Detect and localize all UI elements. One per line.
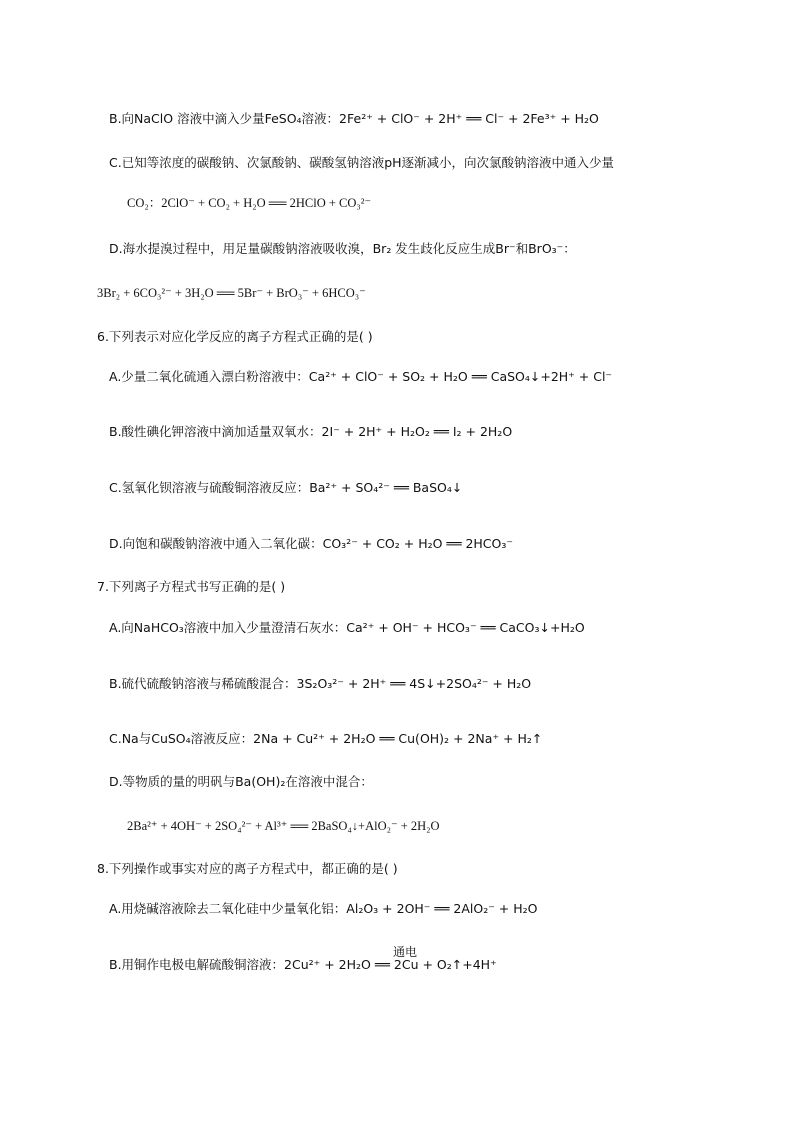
option-d-q5-line1: D.海水提溴过程中，用足量碳酸钠溶液吸收溴，Br₂ 发生歧化反应生成Br⁻和BrO₃⁻： — [109, 241, 576, 256]
option-a-q6: A.少量二氧化硫通入漂白粉溶液中：Ca²⁺ + ClO⁻ + SO₂ + H₂O ══ CaSO₄↓+2H⁺ + Cl⁻ — [109, 369, 613, 384]
option-a-q7: A.向NaHCO₃溶液中加入少量澄清石灰水：Ca²⁺ + OH⁻ + HCO₃⁻ ══ CaCO₃↓+H₂O — [109, 620, 585, 635]
option-a-q8: A.用烧碱溶液除去二氧化硅中少量氧化铝：Al₂O₃ + 2OH⁻ ══ 2AlO₂⁻ + H₂O — [109, 901, 538, 916]
option-d-q5-line2: 3Br₂ + 6CO₃²⁻ + 3H₂O ══ 5Br⁻ + BrO₃⁻ + 6HCO₃⁻ — [97, 286, 366, 300]
question-8: 8.下列操作或事实对应的离子方程式中，都正确的是( ) — [97, 861, 398, 876]
option-d-q6: D.向饱和碳酸钠溶液中通入二氧化碳：CO₃²⁻ + CO₂ + H₂O ══ 2HCO₃⁻ — [109, 536, 513, 551]
option-c-q6: C.氢氧化钡溶液与硫酸铜溶液反应：Ba²⁺ + SO₄²⁻ ══ BaSO₄↓ — [109, 480, 463, 495]
option-c-q7: C.Na与CuSO₄溶液反应：2Na + Cu²⁺ + 2H₂O ══ Cu(OH)₂ + 2Na⁺ + H₂↑ — [109, 731, 543, 746]
option-c-q5-line1: C.已知等浓度的碳酸钠、次氯酸钠、碳酸氢钠溶液pH逐渐减小，向次氯酸钠溶液中通入少量 — [109, 155, 615, 170]
option-b-q6: B.酸性碘化钾溶液中滴加适量双氧水：2I⁻ + 2H⁺ + H₂O₂ ══ I₂ + 2H₂O — [109, 424, 513, 439]
option-d-q7-line1: D.等物质的量的明矾与Ba(OH)₂在溶液中混合： — [109, 774, 373, 789]
option-c-q5-line2: CO₂：2ClO⁻ + CO₂ + H₂O ══ 2HClO + CO₃²⁻ — [127, 196, 372, 210]
option-d-q7-line2: 2Ba²⁺ + 4OH⁻ + 2SO₄²⁻ + Al³⁺ ══ 2BaSO₄↓+AlO₂⁻ + 2H₂O — [127, 819, 440, 833]
option-b-q7: B.硫代硫酸钠溶液与稀硫酸混合：3S₂O₃²⁻ + 2H⁺ ══ 4S↓+2SO₄²⁻ + H₂O — [109, 676, 532, 691]
reaction-condition-label: 通电 — [393, 945, 418, 959]
question-7: 7.下列离子方程式书写正确的是( ) — [97, 579, 286, 594]
option-b-q8: B.用铜作电极电解硫酸铜溶液：2Cu²⁺ + 2H₂O ══ 2Cu + O₂↑+4H⁺ — [109, 957, 497, 972]
question-6: 6.下列表示对应化学反应的离子方程式正确的是( ) — [97, 329, 373, 344]
option-b-q5: B.向NaClO 溶液中滴入少量FeSO₄溶液：2Fe²⁺ + ClO⁻ + 2H⁺ ══ Cl⁻ + 2Fe³⁺ + H₂O — [109, 111, 599, 126]
